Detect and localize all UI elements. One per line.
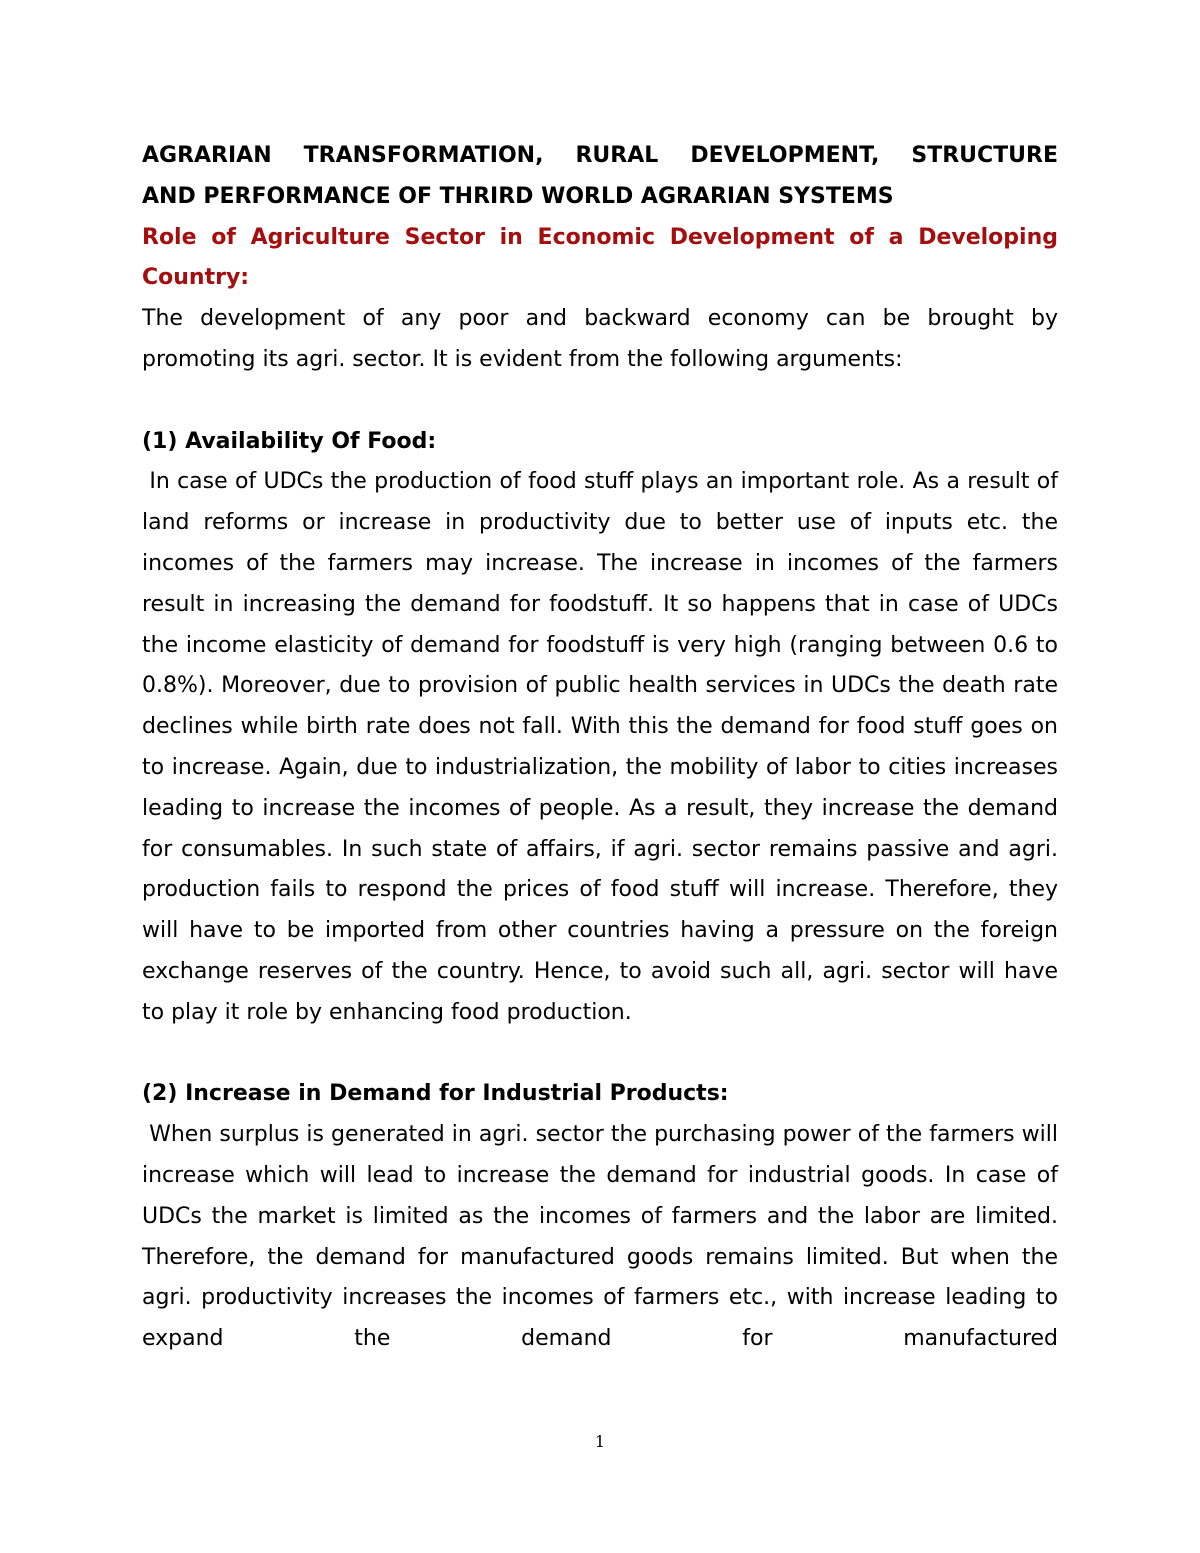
- section-heading-food: (1) Availability Of Food:: [142, 428, 437, 454]
- paragraph-gap: [142, 381, 1058, 422]
- section-body-food: In case of UDCs the production of food stuff plays an important role. As a result of land reforms or increase in productivity due to better use of inputs etc. the incomes of the farmers may increase. The increase in incomes of the farmers result in increasing the demand for foodstuff. It so happens that in case of UDCs the income elasticity of demand for foodstuff is very high (ranging between 0.6 to 0.8%). Moreover, due to provision of public health services in UDCs the death rate declines while birth rate does not fall. With this the demand for food stuff goes on to increase. Again, due to industrialization, the mobility of labor to cities increases leading to increase the incomes of people. As a result, they increase the demand for consumables. In such state of affairs, if agri. sector remains passive and agri. production fails to respond the prices of food stuff will increase. Therefore, they will have to be imported from other countries having a pressure on the foreign exchange reserves of the country. Hence, to avoid such all, agri. sector will have to play it role by enhancing food production.: [142, 469, 1066, 1025]
- section-heading-industrial: (2) Increase in Demand for Industrial Products:: [142, 1081, 729, 1107]
- page-number: 1: [594, 1432, 606, 1451]
- page-content: [142, 136, 1066, 1360]
- section-subtitle: [142, 218, 1058, 300]
- section-subtitle-line-2: Country:: [142, 265, 250, 291]
- section-body-industrial: When surplus is generated in agri. sector the purchasing power of the farmers will increase which will lead to increase the demand for industrial goods. In case of UDCs the market is limited as the incomes of farmers and the labor are limited. Therefore, the demand for manufactured goods remains limited. But when the agri. productivity increases the incomes of farmers etc., with increase leading to expand the demand for manufactured: [142, 1122, 1065, 1352]
- intro-paragraph: The development of any poor and backward economy can be brought by promoting its agri. sector. It is evident from the following arguments:: [142, 306, 1058, 372]
- section-subtitle-line-1: Role of Agriculture Sector in Economic Development of a Developing: [142, 224, 1058, 250]
- document-title-line-2: AND PERFORMANCE OF THRIRD WORLD AGRARIAN SYSTEMS: [142, 183, 894, 209]
- document-title: [142, 136, 1058, 218]
- paragraph-gap: [142, 1034, 1058, 1075]
- document-title-line-1: AGRARIAN TRANSFORMATION, RURAL DEVELOPMENT, STRUCTURE: [142, 143, 1058, 168]
